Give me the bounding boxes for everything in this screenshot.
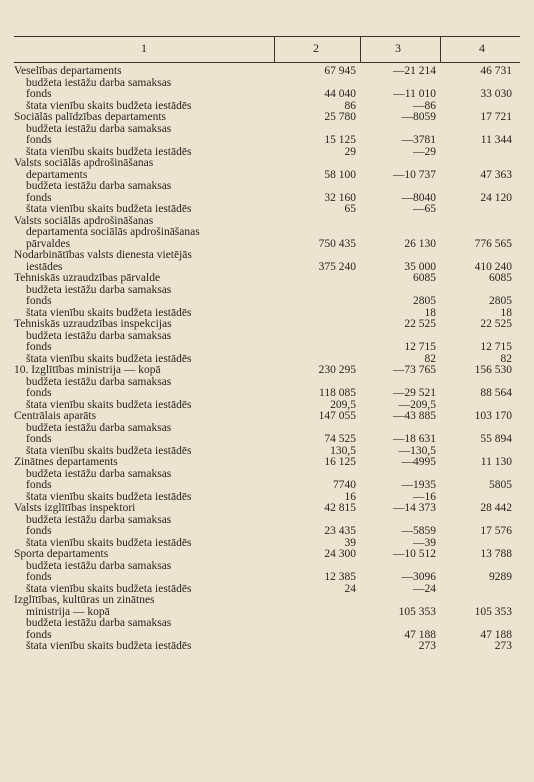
- value-col-4: 18: [500, 307, 512, 319]
- table-row: [14, 584, 520, 596]
- row-label: fonds: [26, 192, 52, 204]
- table-row: [14, 112, 520, 124]
- table-row: [14, 181, 520, 193]
- header-divider: [274, 36, 275, 62]
- value-col-3: [360, 595, 440, 607]
- value-col-3: 22 525: [404, 319, 436, 330]
- value-col-3: [360, 377, 440, 389]
- value-col-3: [360, 618, 440, 630]
- value-col-4: [440, 561, 520, 573]
- row-label: fonds: [26, 89, 52, 100]
- value-col-4: 17 576: [480, 526, 512, 537]
- value-col-2: [274, 308, 360, 320]
- value-col-2: [274, 423, 360, 435]
- value-col-4: [440, 216, 520, 228]
- row-label: departaments: [26, 169, 88, 181]
- row-label: budžeta iestāžu darba samaksas: [26, 514, 172, 526]
- value-col-4: [440, 618, 520, 630]
- table-row: [14, 66, 520, 78]
- value-col-4: 22 525: [480, 319, 512, 330]
- value-col-4: [440, 101, 520, 113]
- value-col-2: 16: [344, 491, 356, 503]
- header-bottom-rule: [14, 62, 520, 63]
- value-col-3: —5859: [401, 526, 436, 537]
- value-col-4: [440, 204, 520, 216]
- budget-table: [14, 66, 520, 653]
- value-col-4: 46 731: [480, 66, 512, 77]
- row-label: štata vienību skaits budžeta iestādēs: [26, 353, 192, 365]
- value-col-2: 23 435: [324, 526, 356, 537]
- row-label: štata vienību skaits budžeta iestādēs: [26, 146, 192, 158]
- value-col-2: [274, 181, 360, 193]
- row-label: iestādes: [26, 261, 63, 273]
- value-col-3: 47 188: [404, 629, 436, 641]
- value-col-3: 35 000: [404, 261, 436, 273]
- row-label: štata vienību skaits budžeta iestādēs: [26, 537, 192, 549]
- value-col-4: [440, 584, 520, 596]
- row-label: štata vienību skaits budžeta iestādēs: [26, 583, 192, 595]
- row-label: budžeta iestāžu darba samaksas: [26, 284, 172, 296]
- value-col-2: 29: [344, 146, 356, 158]
- value-col-3: [360, 250, 440, 262]
- value-col-4: 82: [500, 353, 512, 365]
- table-row: [14, 101, 520, 113]
- table-row: [14, 342, 520, 354]
- row-label: Sociālās palīdzības departaments: [14, 112, 167, 123]
- value-col-4: 5805: [489, 480, 512, 491]
- value-col-3: —65: [413, 204, 436, 215]
- value-col-3: —39: [413, 537, 436, 549]
- row-label: štata vienību skaits budžeta iestādēs: [26, 307, 192, 319]
- value-col-3: [360, 515, 440, 527]
- value-col-3: —130,5: [398, 445, 436, 457]
- value-col-2: [274, 124, 360, 136]
- table-row: [14, 365, 520, 377]
- value-col-3: 12 715: [404, 342, 436, 353]
- value-col-3: —3781: [401, 135, 436, 146]
- value-col-2: [274, 227, 360, 239]
- row-label: štata vienību skaits budžeta iestādēs: [26, 399, 192, 411]
- column-header-1: 1: [141, 41, 147, 55]
- table-row: [14, 630, 520, 642]
- row-label: budžeta iestāžu darba samaksas: [26, 77, 172, 89]
- value-col-4: [440, 78, 520, 90]
- value-col-2: [274, 250, 360, 262]
- row-label: budžeta iestāžu darba samaksas: [26, 376, 172, 388]
- table-row: [14, 515, 520, 527]
- row-label: Valsts sociālās apdrošināšanas: [14, 158, 154, 169]
- value-col-4: 105 353: [474, 606, 512, 618]
- value-col-4: [440, 469, 520, 481]
- table-row: [14, 411, 520, 423]
- table-row: [14, 618, 520, 630]
- column-header-3: 3: [395, 41, 401, 55]
- value-col-2: [274, 331, 360, 343]
- value-col-2: [274, 630, 360, 642]
- value-col-2: 32 160: [324, 192, 356, 204]
- value-col-3: [360, 227, 440, 239]
- value-col-3: —86: [413, 100, 436, 112]
- value-col-2: 67 945: [324, 66, 356, 77]
- value-col-3: [360, 285, 440, 297]
- value-col-2: 86: [344, 100, 356, 112]
- table-row: [14, 354, 520, 366]
- row-label: štata vienību skaits budžeta iestādēs: [26, 100, 192, 112]
- value-col-2: [274, 469, 360, 481]
- value-col-2: 16 125: [324, 457, 356, 468]
- value-col-4: 9289: [489, 572, 512, 583]
- value-col-2: 15 125: [324, 135, 356, 146]
- value-col-3: —18 631: [392, 434, 436, 445]
- row-label: Nodarbinātības valsts dienesta vietējās: [14, 250, 192, 261]
- value-col-3: 26 130: [404, 238, 436, 250]
- value-col-2: 118 085: [319, 388, 356, 399]
- value-col-4: 33 030: [480, 89, 512, 100]
- value-col-2: 24: [344, 583, 356, 595]
- row-label: fonds: [26, 342, 52, 353]
- value-col-4: [440, 515, 520, 527]
- table-row: [14, 503, 520, 515]
- value-col-3: [360, 158, 440, 170]
- value-col-3: [360, 78, 440, 90]
- value-col-2: 58 100: [324, 169, 356, 181]
- value-col-4: [440, 331, 520, 343]
- row-label: Valsts sociālās apdrošināšanas: [14, 215, 154, 227]
- row-label: fonds: [26, 480, 52, 491]
- table-row: [14, 549, 520, 561]
- value-col-2: [274, 515, 360, 527]
- value-col-3: [360, 181, 440, 193]
- value-col-3: —8059: [401, 112, 436, 123]
- value-col-2: 209,5: [330, 399, 356, 411]
- row-label: budžeta iestāžu darba samaksas: [26, 181, 172, 192]
- value-col-4: [440, 181, 520, 193]
- value-col-3: —21 214: [392, 66, 436, 77]
- row-label: štata vienību skaits budžeta iestādēs: [26, 491, 192, 503]
- value-col-3: —11 010: [393, 89, 436, 100]
- row-label: fonds: [26, 526, 52, 537]
- table-row: [14, 78, 520, 90]
- value-col-4: 103 170: [474, 411, 512, 422]
- table-row: [14, 216, 520, 228]
- value-col-3: 18: [424, 307, 436, 319]
- column-header-2: 2: [313, 41, 319, 55]
- value-col-4: [440, 423, 520, 435]
- value-col-2: 230 295: [318, 365, 356, 376]
- value-col-3: —73 765: [392, 365, 436, 376]
- row-label: 10. Izglītības ministrija — kopā: [14, 365, 161, 376]
- row-label: fonds: [26, 135, 52, 146]
- table-row: [14, 227, 520, 239]
- value-col-4: 47 363: [480, 169, 512, 181]
- value-col-3: —3096: [401, 572, 436, 583]
- table-row: [14, 135, 520, 147]
- table-row: [14, 319, 520, 331]
- value-col-4: 6085: [489, 273, 512, 284]
- value-col-3: [360, 561, 440, 573]
- value-col-2: 375 240: [318, 261, 356, 273]
- value-col-4: 47 188: [480, 629, 512, 641]
- value-col-4: 88 564: [480, 388, 512, 399]
- value-col-2: [274, 618, 360, 630]
- value-col-3: 2805: [413, 296, 436, 307]
- row-label: Zinātnes departaments: [14, 457, 118, 468]
- row-label: Tehniskās uzraudzības pārvalde: [14, 273, 161, 284]
- row-label: budžeta iestāžu darba samaksas: [26, 618, 172, 629]
- value-col-2: [274, 342, 360, 354]
- value-col-3: 82: [424, 353, 436, 365]
- table-row: [14, 641, 520, 653]
- value-col-4: [440, 446, 520, 458]
- table-row: [14, 492, 520, 504]
- row-label: budžeta iestāžu darba samaksas: [26, 560, 172, 572]
- value-col-3: —8040: [401, 192, 436, 204]
- table-row: [14, 388, 520, 400]
- table-row: [14, 158, 520, 170]
- table-row: [14, 607, 520, 619]
- value-col-4: 55 894: [480, 434, 512, 445]
- row-label: fonds: [26, 388, 52, 399]
- value-col-2: 39: [344, 537, 356, 549]
- row-label: Izglītības, kultūras un zinātnes: [14, 595, 155, 606]
- value-col-2: [274, 78, 360, 90]
- value-col-4: [440, 538, 520, 550]
- value-col-4: 273: [494, 641, 512, 652]
- value-col-3: —29 521: [392, 388, 436, 399]
- value-col-3: 105 353: [398, 606, 436, 618]
- table-row: [14, 308, 520, 320]
- row-label: budžeta iestāžu darba samaksas: [26, 123, 172, 135]
- table-row: [14, 480, 520, 492]
- row-label: fonds: [26, 296, 52, 307]
- table-row: [14, 469, 520, 481]
- value-col-2: 130,5: [330, 445, 356, 457]
- value-col-3: [360, 124, 440, 136]
- table-row: [14, 526, 520, 538]
- value-col-2: [274, 377, 360, 389]
- table-row: [14, 124, 520, 136]
- value-col-2: 750 435: [318, 238, 356, 250]
- row-label: fonds: [26, 434, 52, 445]
- value-col-3: —16: [413, 491, 436, 503]
- value-col-4: [440, 595, 520, 607]
- value-col-2: 25 780: [324, 112, 356, 123]
- column-header-4: 4: [479, 41, 485, 55]
- value-col-4: [440, 158, 520, 170]
- value-col-4: [440, 147, 520, 159]
- value-col-3: —29: [413, 146, 436, 158]
- value-col-2: 44 040: [324, 89, 356, 100]
- value-col-2: 147 055: [318, 411, 356, 422]
- value-col-3: [360, 423, 440, 435]
- value-col-4: [440, 400, 520, 412]
- value-col-3: —4995: [401, 457, 436, 468]
- row-label: Veselības departaments: [14, 66, 122, 77]
- table-row: [14, 400, 520, 412]
- row-label: štata vienību skaits budžeta iestādēs: [26, 641, 192, 652]
- value-col-2: [274, 595, 360, 607]
- value-col-3: —14 373: [392, 503, 436, 514]
- value-col-2: [274, 561, 360, 573]
- value-col-4: 2805: [489, 296, 512, 307]
- value-col-2: [274, 296, 360, 308]
- value-col-2: [274, 641, 360, 653]
- value-col-4: [440, 492, 520, 504]
- row-label: departamenta sociālās apdrošināšanas: [26, 227, 200, 238]
- header-divider: [440, 36, 441, 62]
- value-col-3: 273: [418, 641, 436, 652]
- value-col-2: 42 815: [324, 503, 356, 514]
- value-col-2: [274, 216, 360, 228]
- value-col-3: —10 512: [392, 549, 436, 560]
- value-col-2: [274, 354, 360, 366]
- value-col-3: 6085: [413, 273, 436, 284]
- row-label: budžeta iestāžu darba samaksas: [26, 422, 172, 434]
- table-row: [14, 285, 520, 297]
- value-col-4: [440, 250, 520, 262]
- table-row: [14, 377, 520, 389]
- row-label: pārvaldes: [26, 238, 71, 250]
- value-col-4: 13 788: [480, 549, 512, 560]
- value-col-4: [440, 124, 520, 136]
- table-row: [14, 170, 520, 182]
- table-row: [14, 147, 520, 159]
- value-col-2: 7740: [333, 480, 356, 491]
- row-label: Valsts izglītības inspektori: [14, 503, 136, 514]
- value-col-4: 24 120: [480, 192, 512, 204]
- value-col-2: [274, 158, 360, 170]
- table-row: [14, 273, 520, 285]
- row-label: fonds: [26, 629, 52, 641]
- table-row: [14, 538, 520, 550]
- table-top-rule: [14, 36, 520, 37]
- value-col-2: [274, 319, 360, 331]
- value-col-3: [360, 469, 440, 481]
- value-col-4: 11 130: [480, 457, 512, 468]
- value-col-3: —1935: [401, 480, 436, 491]
- table-row: [14, 572, 520, 584]
- value-col-4: 410 240: [474, 261, 512, 273]
- value-col-3: —24: [413, 583, 436, 595]
- table-row: [14, 423, 520, 435]
- header-divider: [360, 36, 361, 62]
- row-label: fonds: [26, 572, 52, 583]
- value-col-2: 12 385: [324, 572, 356, 583]
- table-row: [14, 193, 520, 205]
- value-col-4: 12 715: [480, 342, 512, 353]
- value-col-2: [274, 607, 360, 619]
- table-row: [14, 89, 520, 101]
- value-col-4: 17 721: [480, 112, 512, 123]
- table-row: [14, 434, 520, 446]
- table-row: [14, 561, 520, 573]
- table-row: [14, 446, 520, 458]
- table-row: [14, 457, 520, 469]
- table-row: [14, 331, 520, 343]
- value-col-2: 24 300: [324, 549, 356, 560]
- value-col-4: [440, 377, 520, 389]
- value-col-3: —10 737: [392, 169, 436, 181]
- row-label: Tehniskās uzraudzības inspekcijas: [14, 319, 172, 330]
- table-row: [14, 239, 520, 251]
- row-label: štata vienību skaits budžeta iestādēs: [26, 445, 192, 457]
- value-col-4: 776 565: [474, 238, 512, 250]
- value-col-2: 74 525: [324, 434, 356, 445]
- value-col-4: 11 344: [480, 135, 512, 146]
- table-row: [14, 296, 520, 308]
- value-col-3: —43 885: [392, 411, 436, 422]
- value-col-3: [360, 216, 440, 228]
- row-label: budžeta iestāžu darba samaksas: [26, 468, 172, 480]
- value-col-3: —209,5: [398, 399, 436, 411]
- value-col-4: [440, 285, 520, 297]
- value-col-2: [274, 285, 360, 297]
- value-col-2: 65: [344, 204, 356, 215]
- value-col-4: 156 530: [474, 365, 512, 376]
- table-row: [14, 262, 520, 274]
- table-row: [14, 595, 520, 607]
- row-label: Centrālais aparāts: [14, 411, 97, 422]
- row-label: ministrija — kopā: [26, 606, 110, 618]
- row-label: štata vienību skaits budžeta iestādēs: [26, 204, 192, 215]
- table-row: [14, 204, 520, 216]
- value-col-4: [440, 227, 520, 239]
- value-col-4: 28 442: [480, 503, 512, 514]
- table-row: [14, 250, 520, 262]
- value-col-2: [274, 273, 360, 285]
- value-col-3: [360, 331, 440, 343]
- row-label: Sporta departaments: [14, 549, 109, 560]
- row-label: budžeta iestāžu darba samaksas: [26, 330, 172, 342]
